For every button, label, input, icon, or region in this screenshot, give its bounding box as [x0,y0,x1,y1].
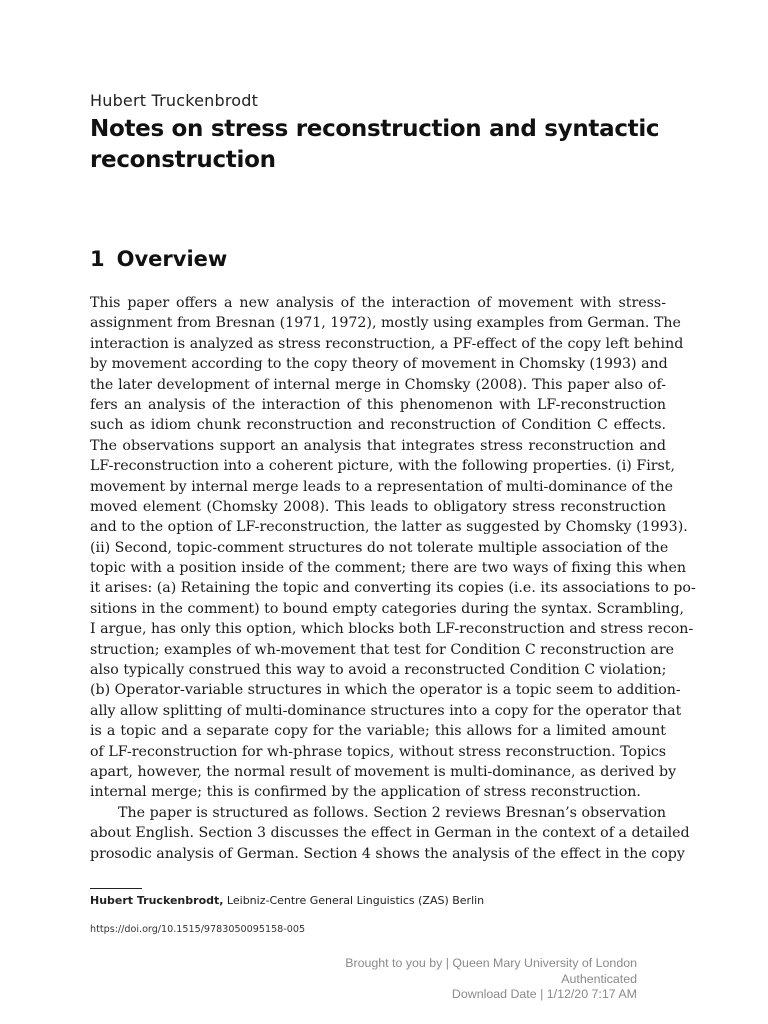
body-line: by movement according to the copy theory of movement in Chomsky (1993) and [90,356,668,373]
body-line: it arises: (a) Retaining the topic and converting its copies (i.e. its associations to po- [90,580,696,597]
body-line: apart, however, the normal result of movement is multi-dominance, as derived by [90,763,677,780]
body-line: sitions in the comment) to bound empty categories during the syntax. Scrambling, [90,600,685,617]
body-line: of LF-reconstruction for wh-phrase topics, without stress reconstruction. Topics [90,743,666,760]
footnote-divider [90,888,142,889]
footnote-institution: Leibniz-Centre General Linguistics (ZAS) Berlin [223,894,485,907]
body-line: struction; examples of wh-movement that test for Condition C reconstruction are [90,641,674,658]
body-line: LF-reconstruction into a coherent picture, with the following properties. (i) First, [90,458,676,475]
body-line: assignment from Bresnan (1971, 1972), mostly using examples from German. The [90,315,681,332]
watermark-line: Download Date | 1/12/20 7:17 AM [451,987,637,1002]
body-line: fers an analysis of the interaction of this phenomenon with LF-reconstruction [90,396,666,413]
body-line: topic with a position inside of the comment; there are two ways of fixing this when [90,560,687,577]
body-line: also typically construed this way to avoid a reconstructed Condition C violation; [90,662,667,679]
body-line: such as idiom chunk reconstruction and reconstruction of Condition C effects. [90,417,666,434]
body-paragraphs [90,293,696,864]
watermark-line: Brought to you by | Queen Mary University of London [345,956,637,970]
body-line: about English. Section 3 discusses the effect in German in the context of a detailed [90,825,690,842]
body-line: The observations support an analysis that integrates stress reconstruction and [90,437,666,454]
body-line: is a topic and a separate copy for the variable; this allows for a limited amount [90,723,666,740]
body-line: The paper is structured as follows. Section 2 reviews Bresnan’s observation [118,804,666,821]
body-line: the later development of internal merge in Chomsky (2008). This paper also of- [90,376,666,393]
body-line: ally allow splitting of multi-dominance structures into a copy for the operator that [90,702,682,719]
body-line: movement by internal merge leads to a representation of multi-dominance of the [90,478,674,495]
section-number: 1 [90,247,105,271]
section-heading [90,247,227,271]
body-line: I argue, has only this option, which blocks both LF-reconstruction and stress recon- [90,621,694,638]
body-line: prosodic analysis of German. Section 4 shows the analysis of the effect in the copy [90,845,685,862]
access-watermark [345,956,637,1003]
section-title: Overview [116,247,228,271]
footnote-author: Hubert Truckenbrodt, [90,894,224,907]
body-line: moved element (Chomsky 2008). This leads to obligatory stress reconstruction [90,498,666,515]
footnote-affiliation [90,894,484,907]
paper-title: Notes on stress reconstruction and syntactic reconstruction [90,116,660,173]
watermark-line: Authenticated [561,971,637,986]
doi-link[interactable]: https://doi.org/10.1515/9783050095158-005 [90,924,306,935]
body-line: internal merge; this is confirmed by the application of stress reconstruction. [90,784,641,801]
author-name: Hubert Truckenbrodt [90,91,259,110]
body-line: interaction is analyzed as stress reconstruction, a PF-effect of the copy left behind [90,335,684,352]
body-line: and to the option of LF-reconstruction, the latter as suggested by Chomsky (1993). [90,519,688,536]
body-line: This paper offers a new analysis of the interaction of movement with stress- [90,295,666,311]
body-line: (ii) Second, topic-comment structures do not tolerate multiple association of the [90,539,669,556]
body-line: (b) Operator-variable structures in which the operator is a topic seem to addition- [90,682,681,699]
